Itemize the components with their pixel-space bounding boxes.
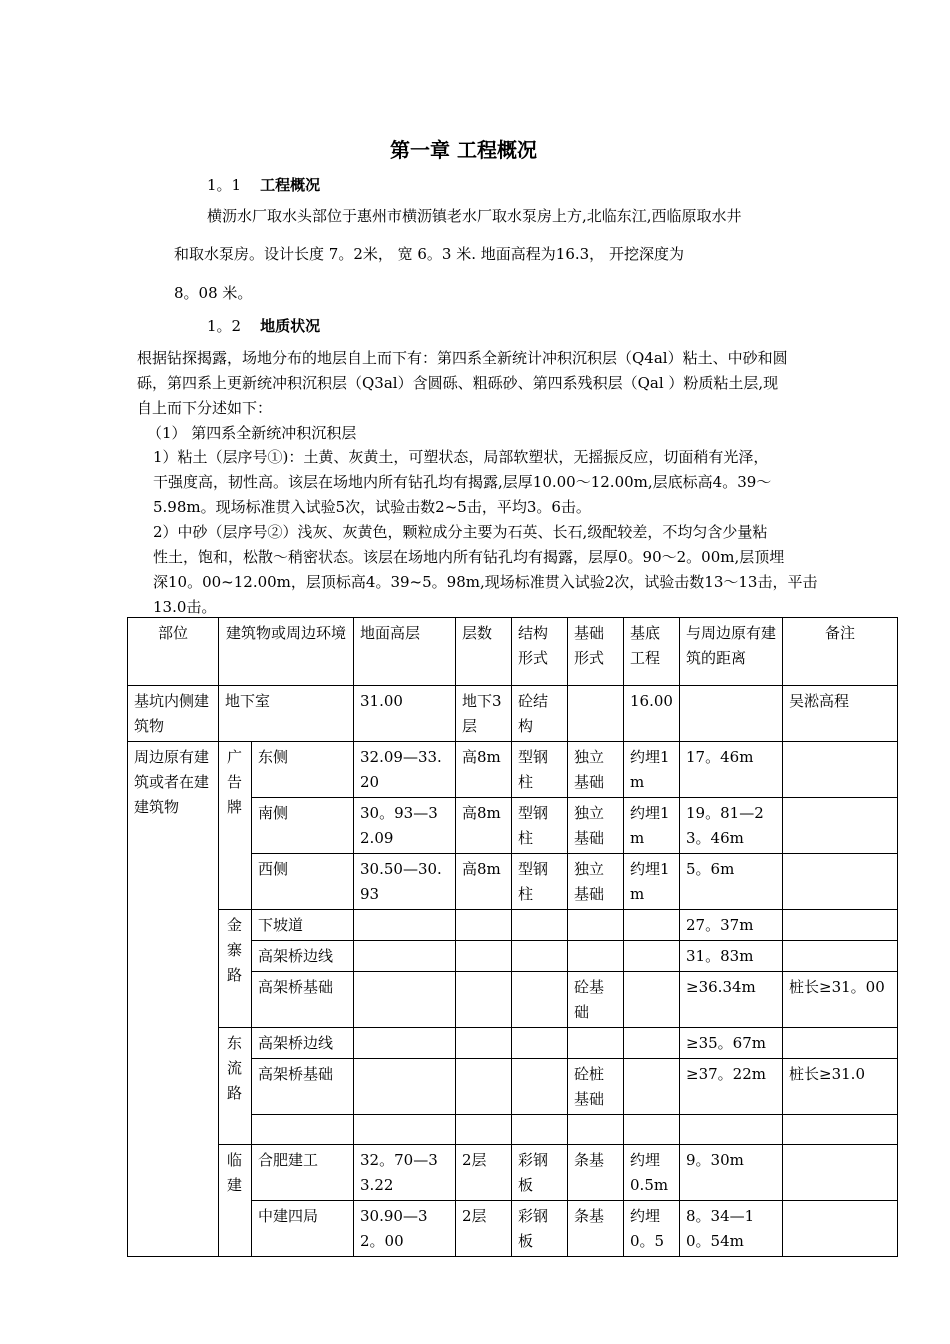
table-cell: 30。93—32.09 <box>354 798 456 854</box>
table-cell: 桩长≥31.0 <box>783 1059 898 1115</box>
table-cell: 高架桥基础 <box>252 1059 354 1115</box>
table-cell <box>456 941 512 972</box>
table-cell <box>456 910 512 941</box>
table-cell: 砼桩基础 <box>568 1059 624 1115</box>
table-cell <box>354 1059 456 1115</box>
table-cell <box>783 1028 898 1059</box>
table-cell: 高8m <box>456 798 512 854</box>
table-cell: ≥36.34m <box>680 972 783 1028</box>
header-cell: 基础形式 <box>568 618 624 686</box>
table-cell <box>252 1115 354 1145</box>
paragraph-line: （1） 第四系全新统冲积沉积层 <box>147 424 357 442</box>
section-heading-1-2 <box>207 315 320 336</box>
table-cell <box>354 1115 456 1145</box>
table-cell <box>354 941 456 972</box>
section-number: 1。1 <box>207 176 242 194</box>
table-cell: 周边原有建筑或者在建建筑物 <box>128 742 219 1257</box>
table-cell: 合肥建工 <box>252 1145 354 1201</box>
header-cell: 层数 <box>456 618 512 686</box>
table-cell: 独立基础 <box>568 798 624 854</box>
table-cell <box>680 1115 783 1145</box>
paragraph-line: 根据钻探揭露，场地分布的地层自上而下有：第四系全新统计冲积沉积层（Q4al）粘土、中砂和圆 <box>137 349 788 367</box>
table-cell <box>354 910 456 941</box>
header-cell: 结构形式 <box>512 618 568 686</box>
table-cell: 30.90—32。00 <box>354 1201 456 1257</box>
table-cell: 30.50—30.93 <box>354 854 456 910</box>
paragraph-line: 性土，饱和，松散～稍密状态。该层在场地内所有钻孔均有揭露，层厚0。90～2。00m,层顶埋 <box>153 548 785 566</box>
table-cell: 桩长≥31。00 <box>783 972 898 1028</box>
table-cell <box>680 686 783 742</box>
header-cell: 备注 <box>783 618 898 686</box>
table-cell <box>624 941 680 972</box>
paragraph-line: 8。08 米。 <box>174 284 253 302</box>
table-cell <box>512 1059 568 1115</box>
table-cell <box>512 1028 568 1059</box>
table-cell: 高8m <box>456 854 512 910</box>
table-cell: 独立基础 <box>568 742 624 798</box>
table-cell <box>783 854 898 910</box>
group-label: 临建 <box>219 1145 252 1257</box>
table-cell <box>624 1115 680 1145</box>
header-cell: 地面高层 <box>354 618 456 686</box>
paragraph-line: 1）粘土（层序号①)：土黄、灰黄土，可塑状态，局部软塑状，无摇振反应，切面稍有光泽， <box>153 448 769 466</box>
paragraph-line: 砾，第四系上更新统冲积沉积层（Q3al）含圆砾、粗砾砂、第四系残积层（Qal ）粉质粘土层,现 <box>137 374 779 392</box>
paragraph-line: 2）中砂（层序号②）浅灰、灰黄色，颗粒成分主要为石英、长石,级配较差，不均匀含少量粘 <box>153 523 768 541</box>
table-cell: 8。34—10。54m <box>680 1201 783 1257</box>
group-label: 金寨路 <box>219 910 252 1028</box>
table-cell: 地下3层 <box>456 686 512 742</box>
table-cell: 19。81—23。46m <box>680 798 783 854</box>
table-cell: 条基 <box>568 1145 624 1201</box>
table-cell: 32.09—33.20 <box>354 742 456 798</box>
table-cell: 约埋1m <box>624 798 680 854</box>
table-cell <box>783 1145 898 1201</box>
table-cell: 独立基础 <box>568 854 624 910</box>
section-number: 1。2 <box>207 317 242 335</box>
table-cell <box>783 941 898 972</box>
table-cell: 9。30m <box>680 1145 783 1201</box>
table-cell: 约埋1m <box>624 854 680 910</box>
group-label: 广告牌 <box>219 742 252 910</box>
table-cell: 16.00 <box>624 686 680 742</box>
header-cell: 基底工程 <box>624 618 680 686</box>
table-cell <box>783 798 898 854</box>
table-cell: 型钢柱 <box>512 742 568 798</box>
table-cell <box>512 1115 568 1145</box>
table-cell <box>354 1028 456 1059</box>
table-row <box>128 1028 898 1059</box>
table-row <box>128 686 898 742</box>
paragraph-line: 自上而下分述如下： <box>137 399 273 417</box>
table-cell: 2层 <box>456 1201 512 1257</box>
paragraph-line: 深10。00~12.00m，层顶标高4。39~5。98m,现场标准贯入试验2次，试验击数13～13击，平击 <box>153 573 818 591</box>
table-cell: 高架桥边线 <box>252 941 354 972</box>
table-cell: 砼结构 <box>512 686 568 742</box>
table-cell: 东侧 <box>252 742 354 798</box>
header-cell: 建筑物或周边环境 <box>219 618 354 686</box>
table-row <box>128 1145 898 1201</box>
table-cell <box>512 972 568 1028</box>
section-heading-1-1 <box>207 174 320 195</box>
table-cell <box>456 972 512 1028</box>
table-row <box>128 742 898 798</box>
table-cell <box>512 910 568 941</box>
table-cell: 下坡道 <box>252 910 354 941</box>
table-cell: 西侧 <box>252 854 354 910</box>
table-cell: 5。6m <box>680 854 783 910</box>
table-cell <box>456 1115 512 1145</box>
paragraph-line: 13.0击。 <box>153 598 217 616</box>
table-cell: 高8m <box>456 742 512 798</box>
table-cell: 砼基础 <box>568 972 624 1028</box>
table-cell: 31.00 <box>354 686 456 742</box>
table-cell: 17。46m <box>680 742 783 798</box>
table-cell <box>568 1115 624 1145</box>
table-cell <box>456 1028 512 1059</box>
table-cell <box>783 742 898 798</box>
table-cell <box>624 1059 680 1115</box>
table-cell: 基坑内侧建筑物 <box>128 686 219 742</box>
paragraph-line: 干强度高，韧性高。该层在场地内所有钻孔均有揭露,层厚10.00～12.00m,层底标高4。39～ <box>153 473 772 491</box>
table-cell: 高架桥边线 <box>252 1028 354 1059</box>
table-cell <box>624 910 680 941</box>
group-label: 东流路 <box>219 1028 252 1145</box>
table-cell <box>568 941 624 972</box>
table-cell: 约埋0。5 <box>624 1201 680 1257</box>
table-cell: 南侧 <box>252 798 354 854</box>
table-cell <box>624 972 680 1028</box>
header-cell: 部位 <box>128 618 219 686</box>
section-label: 地质状况 <box>260 317 321 335</box>
table-cell: 31。83m <box>680 941 783 972</box>
table-cell: 型钢柱 <box>512 854 568 910</box>
table-cell <box>568 1028 624 1059</box>
paragraph-line: 和取水泵房。设计长度 7。2米， 宽 6。3 米. 地面高程为16.3， 开挖深度为 <box>174 245 684 263</box>
header-cell: 与周边原有建筑的距离 <box>680 618 783 686</box>
table-cell: 彩钢板 <box>512 1145 568 1201</box>
table-cell: 27。37m <box>680 910 783 941</box>
table-row <box>128 910 898 941</box>
table-cell: 约埋1m <box>624 742 680 798</box>
table-cell <box>783 910 898 941</box>
table-cell: 中建四局 <box>252 1201 354 1257</box>
section-label: 工程概况 <box>260 176 321 194</box>
surroundings-table <box>127 617 898 1257</box>
chapter-title: 第一章 工程概况 <box>390 138 537 162</box>
table-cell <box>568 686 624 742</box>
table-cell: 型钢柱 <box>512 798 568 854</box>
table-cell: 吴淞高程 <box>783 686 898 742</box>
table-cell: 彩钢板 <box>512 1201 568 1257</box>
table-cell: 32。70—33.22 <box>354 1145 456 1201</box>
table-cell <box>354 972 456 1028</box>
table-cell: ≥37。22m <box>680 1059 783 1115</box>
table-cell: 2层 <box>456 1145 512 1201</box>
paragraph-line: 5.98m。现场标准贯入试验5次，试验击数2~5击，平均3。6击。 <box>153 498 591 516</box>
table-cell <box>783 1201 898 1257</box>
table-cell <box>783 1115 898 1145</box>
table-cell <box>512 941 568 972</box>
table-cell <box>456 1059 512 1115</box>
table-cell <box>624 1028 680 1059</box>
table-header-row <box>128 618 898 686</box>
table-cell: 高架桥基础 <box>252 972 354 1028</box>
table-cell: 约埋0.5m <box>624 1145 680 1201</box>
table-cell: ≥35。67m <box>680 1028 783 1059</box>
table-cell: 条基 <box>568 1201 624 1257</box>
table-cell <box>568 910 624 941</box>
paragraph-line: 横沥水厂取水头部位于惠州市横沥镇老水厂取水泵房上方,北临东江,西临原取水井 <box>207 207 742 225</box>
table-cell: 地下室 <box>219 686 354 742</box>
